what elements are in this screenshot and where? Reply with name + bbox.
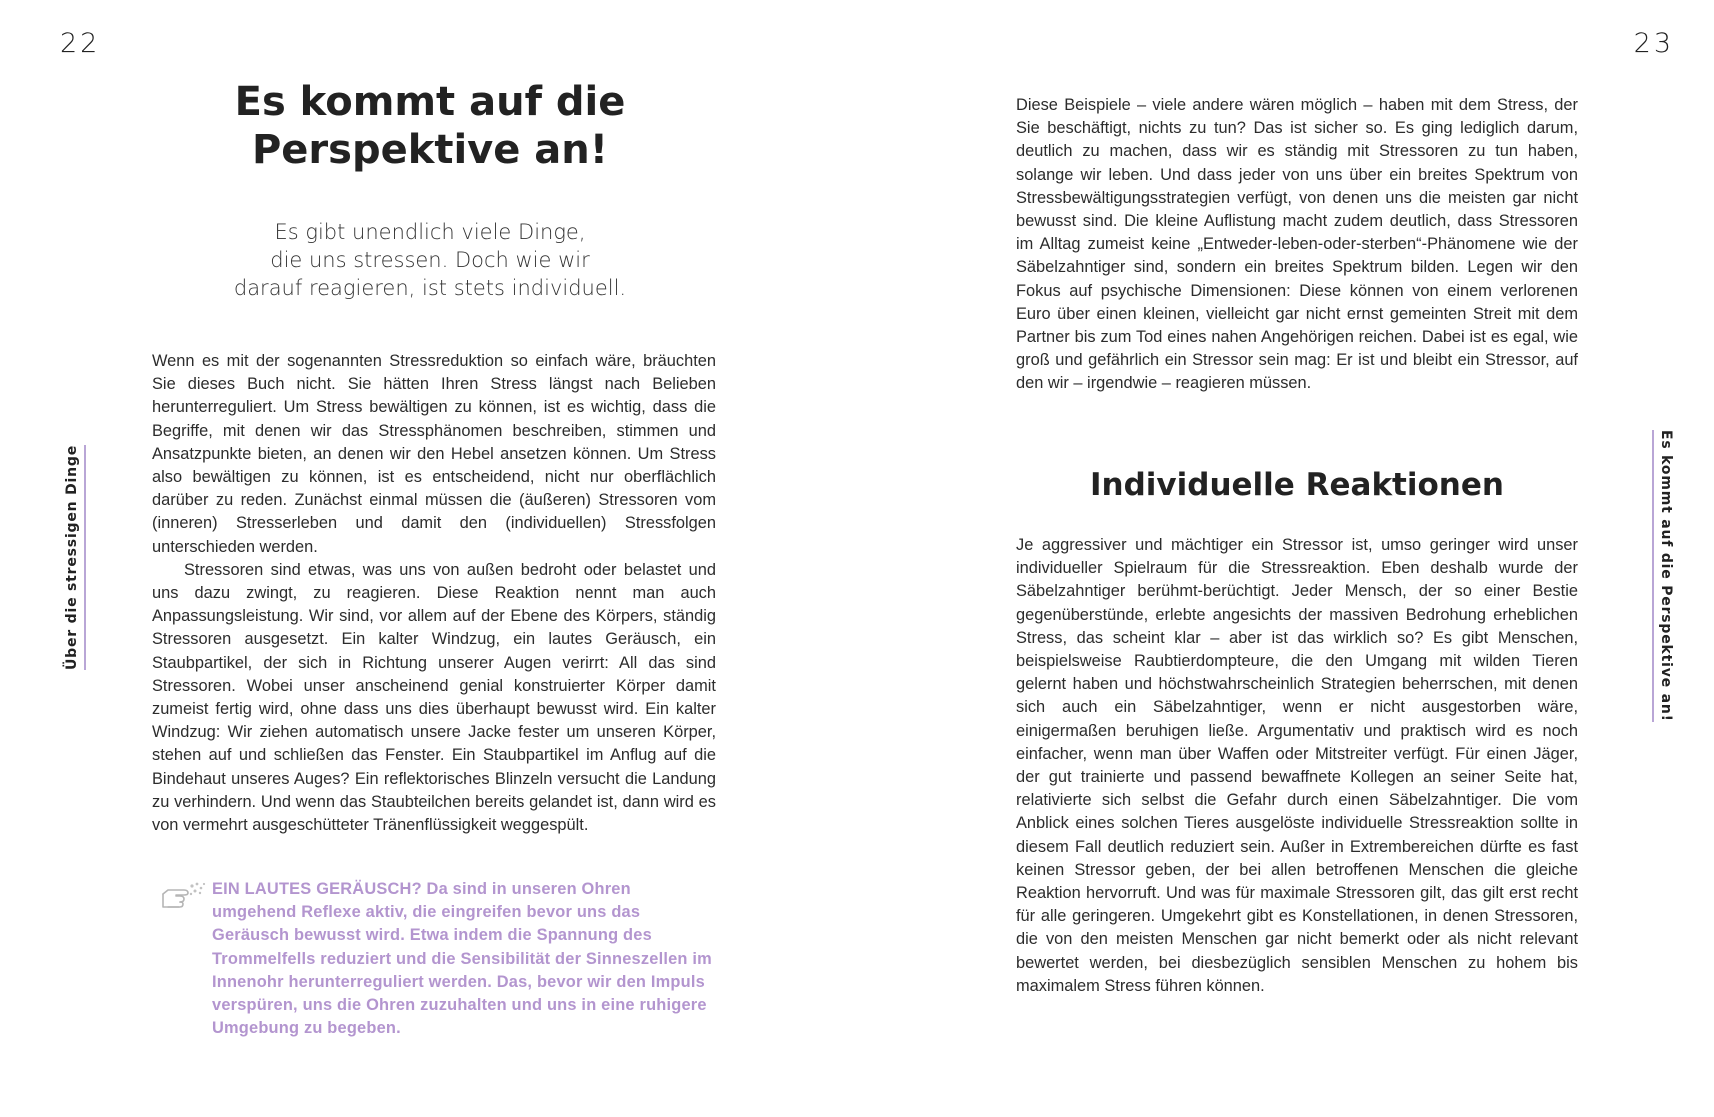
page-number-right: 23: [1633, 28, 1674, 59]
right-paragraph-2: Je aggressiver und mächtiger ein Stressor ist, umso geringer wird unser individueller Spielraum für die Stressreaktion. Eben deshalb wurde der Säbelzahntiger berühmt-berüchtigt. Jeder Mensch, der so einer Bestie gegenüberstünde, erlebte angesichts der massiven Bedrohung erheblichen Stress, das scheint klar – aber ist das wirklich so? Es gibt Menschen, beispielsweise Raubtierdompteure, die den Umgang mit wilden Tieren gelernt haben und höchstwahrscheinlich Strategien beherrschen, mit denen sich auch ein Säbelzahntiger, wenn er nicht ausgestorben wäre, einigermaßen beruhigen ließe. Argumentativ und praktisch wird es noch einfacher, wenn man über Waffen oder Mitstreiter verfügt. Für einen Jäger, der gut trainierte und passend bewaffnete Kollegen an seiner Seite hat, relativierte sich selbst die Gefahr durch einen Säbelzahntiger. Die vom Anblick eines solchen Tieres ausgelöste individuelle Stressreaktion sollte in diesem Fall deutlich reduziert sein. Außer in Extrembereichen dürfte es fast keinen Stressor geben, der bei allen betroffenen Menschen die gleiche Reaktion hervorruft. Und was für maximale Stressoren gilt, das gilt erst recht für alle geringeren. Umgekehrt gibt es Konstellationen, in denen Stressoren, die von den meisten Menschen gar nicht bemerkt oder als nicht relevant bewertet werden, bei diesbezüglich sensiblen Menschen zu hohem bis maximalem Stress führen können.: [1016, 536, 1578, 995]
right-paragraph-1: Diese Beispiele – viele andere wären möglich – haben mit dem Stress, der Sie beschäftigt, nichts zu tun? Das ist sicher so. Es ging lediglich darum, deutlich zu machen, dass wir es ständig mit Stressoren zu tun haben, solange wir leben. Und dass jeder von uns über ein breites Spektrum von Stressbewältigungsstrategien verfügt, von denen uns die meisten gar nicht bewusst sind. Die kleine Auflistung macht zudem deutlich, dass Stressoren im Alltag zumeist keine „Entweder-leben-oder-sterben“-Phänomene wie der Säbelzahntiger sind, sondern ein breites Spektrum bilden. Legen wir den Fokus auf psychische Dimensionen: Diese können von einem verlorenen Euro über einen kleinen, vielleicht gar nicht ernst gemeinten Streit mit dem Partner bis zum Tod eines nahen Angehörigen reichen. Dabei ist es egal, wie groß und gefährlich ein Stressor sein mag: Er ist und bleibt ein Stressor, auf den wir – irgendwie – reagieren müssen.: [1016, 96, 1578, 393]
tip-box: [152, 878, 712, 1040]
subtitle-line-3: darauf reagieren, ist stets individuell.: [233, 276, 627, 300]
subtitle: [150, 218, 710, 302]
page-number-left: 22: [60, 28, 101, 59]
pointing-hand-icon: [160, 880, 206, 912]
left-paragraph-1: Wenn es mit der sogenannten Stressreduktion so einfach wäre, bräuchten Sie dieses Buch nicht. Sie hätten Ihren Stress längst nach Belieben herunterreguliert. Um Stress bewältigen zu können, ist es wichtig, dass die Begriffe, mit denen wir das Stressphänomen beschreiben, stimmen und Ansatzpunkte bieten, an denen wir den Hebel ansetzen können. Um Stress also bewältigen zu können, ist es entscheidend, nicht nur oberflächlich darüber zu reden. Zunächst einmal müssen die (äußeren) Stressoren vom (inneren) Stresserleben und damit den (individuellen) Stressfolgen unterschieden werden.: [152, 352, 716, 556]
title-line-1: Es kommt auf die: [234, 79, 626, 125]
side-label-left-text: Über die stressigen Dinge: [64, 445, 86, 670]
section-heading: Individuelle Reaktionen: [1090, 467, 1504, 503]
left-body-column: [152, 350, 716, 837]
side-label-right-text: Es kommt auf die Perspektive an!: [1652, 430, 1674, 722]
right-body-column-2: [1016, 534, 1578, 998]
page-title: [150, 78, 710, 174]
right-body-column: [1016, 94, 1578, 396]
subtitle-line-1: Es gibt unendlich viele Dinge,: [274, 220, 586, 244]
tip-text: EIN LAUTES GERÄUSCH? Da sind in unseren Ohren umgehend Reflexe aktiv, die eingreifen bevor uns das Geräusch bewusst wird. Etwa indem die Spannung des Trommelfells reduziert und die Sensibilität der Sinneszellen im Innenohr herunterreguliert werden. Das, bevor wir den Impuls verspüren, uns die Ohren zuzuhalten und uns in eine ruhigere Umgebung zu begeben.: [212, 880, 712, 1038]
title-line-2: Perspektive an!: [251, 127, 608, 173]
side-label-left: [64, 445, 86, 670]
side-label-right: [1652, 430, 1674, 722]
left-paragraph-2: Stressoren sind etwas, was uns von außen bedroht oder belastet und uns dazu zwingt, zu reagieren. Diese Reaktion nennt man auch Anpassungsleistung. Wir sind, vor allem auf der Ebene des Körpers, ständig Stressoren ausgesetzt. Ein kalter Windzug, ein lautes Geräusch, ein Staubpartikel, der sich in Richtung unserer Augen verirrt: All das sind Stressoren. Wobei unser anscheinend genial konstruierter Körper damit zumeist fertig wird, ohne dass uns dies überhaupt bewusst wird. Ein kalter Windzug: Wir ziehen automatisch unsere Jacke fester um unseren Körper, stehen auf und schließen das Fenster. Ein Staubpartikel im Anflug auf die Bindehaut unseres Auges? Ein reflektorisches Blinzeln versucht die Landung zu verhindern. Und wenn das Staubteilchen bereits gelandet ist, dann wird es von vermehrt ausgeschütteter Tränenflüssigkeit weggespült.: [152, 560, 716, 835]
subtitle-line-2: die uns stressen. Doch wie wir: [270, 248, 590, 272]
